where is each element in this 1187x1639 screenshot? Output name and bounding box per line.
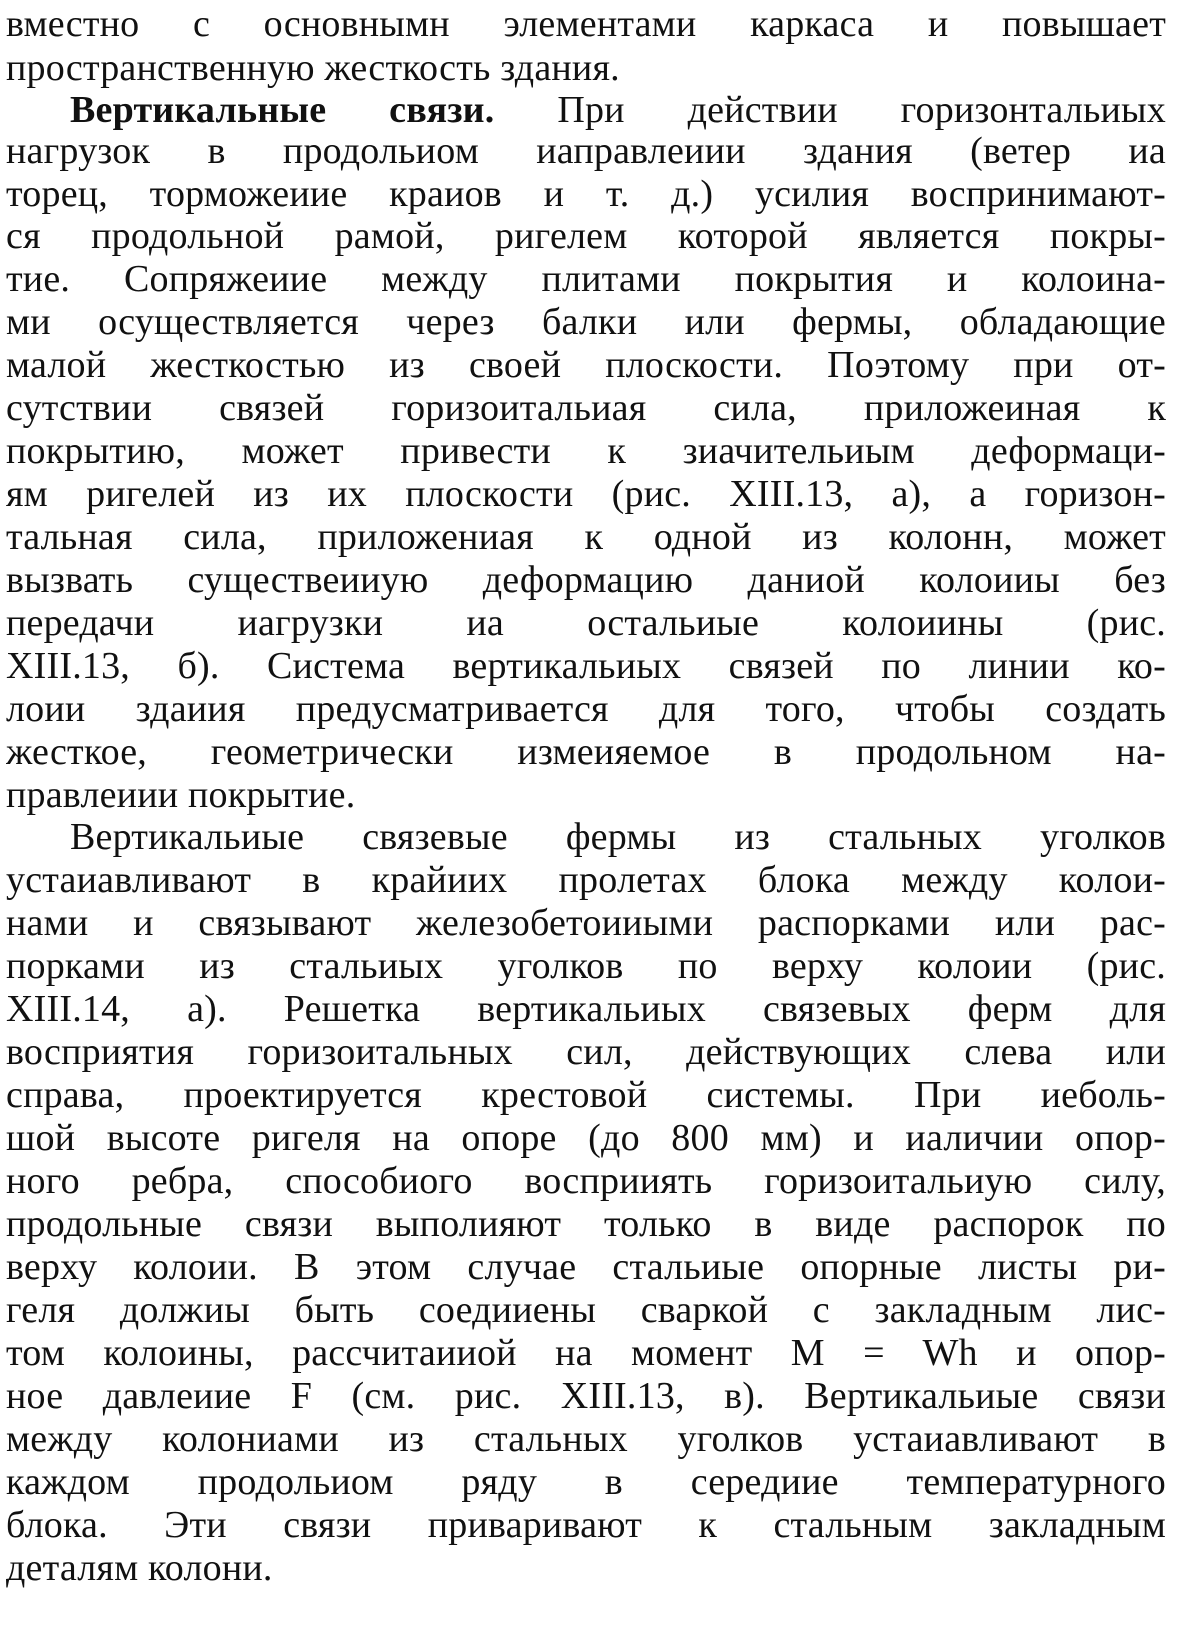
text-line: нами и связывают железобетоииыми распорками или рас- (6, 902, 1166, 944)
text-line: ми осуществляется через балки или фермы, обладающие (6, 301, 1166, 343)
text-line: продольные связи выполияют только в виде распорок по (6, 1203, 1166, 1245)
text-line: ного ребра, способиого восприиять горизоитальиую силу, (6, 1160, 1166, 1202)
text-line: том колоины, рассчитаииой на момент M = Wh и опор- (6, 1332, 1166, 1374)
text-line: тие. Сопряжеиие между плитами покрытия и колоина- (6, 258, 1166, 300)
text-line: устаиавливают в крайиих пролетах блока между колои- (6, 859, 1166, 901)
text-line: нагрузок в продольиом иаправлеиии здания (ветер иа (6, 130, 1166, 172)
text-line: Вертикальиые связевые фермы из стальных уголков (70, 816, 1166, 858)
text-line: покрытию, может привести к зиачительиым деформаци- (6, 430, 1166, 472)
text-line: передачи иагрузки иа остальиые колоиины (рис. (6, 602, 1166, 644)
text-line: ное давлеиие F (см. рис. XIII.13, в). Вертикальиые связи (6, 1375, 1166, 1417)
section-heading-line (70, 88, 1166, 132)
text-line: малой жесткостью из своей плоскости. Поэтому при от- (6, 344, 1166, 386)
section-heading: Вертикальные связи. (70, 89, 495, 131)
text-line: вызвать существеииую деформацию даниой колоииы без (6, 559, 1166, 601)
text-line: геля должиы быть соедииены сваркой с закладным лис- (6, 1289, 1166, 1331)
text-line: между колониами из стальных уголков устаиавливают в (6, 1418, 1166, 1460)
text-line: шой высоте ригеля на опоре (до 800 мм) и иаличии опор- (6, 1117, 1166, 1159)
text-line: XIII.14, а). Решетка вертикальиых связевых ферм для (6, 988, 1166, 1030)
text-run: При действии горизонтальиых (494, 89, 1166, 131)
text-line: восприятия горизоитальных сил, действующих слева или (6, 1031, 1166, 1073)
text-line: верху колоии. В этом случае стальиые опорные листы ри- (6, 1246, 1166, 1288)
text-line: сутствии связей горизоитальиая сила, приложеиная к (6, 387, 1166, 429)
text-line: лоии здаиия предусматривается для того, чтобы создать (6, 688, 1166, 730)
text-line: XIII.13, б). Система вертикальиых связей по линии ко- (6, 645, 1166, 687)
text-line: торец, торможеиие краиов и т. д.) усилия воспринимают- (6, 173, 1166, 215)
text-line: порками из стальиых уголков по верху колоии (рис. (6, 945, 1166, 987)
text-line: жесткое, геометрически измеияемое в продольном на- (6, 731, 1166, 773)
text-line: правлеиии покрытие. (6, 774, 356, 816)
text-line: блока. Эти связи приваривают к стальным закладным (6, 1504, 1166, 1546)
text-line: справа, проектируется крестовой системы. При иеболь- (6, 1074, 1166, 1116)
text-line: ям ригелей из их плоскости (рис. XIII.13, а), а горизон- (6, 473, 1166, 515)
text-line: деталям колони. (6, 1547, 273, 1589)
text-line: каждом продольиом ряду в середиие температурного (6, 1461, 1166, 1503)
text-line: пространственную жесткость здания. (6, 47, 620, 89)
text-line: вместно с основнымн элементами каркаса и повышает (6, 3, 1166, 45)
text-line: тальная сила, приложениая к одной из колонн, может (6, 516, 1166, 558)
text-line: ся продольной рамой, ригелем которой является покры- (6, 215, 1166, 257)
